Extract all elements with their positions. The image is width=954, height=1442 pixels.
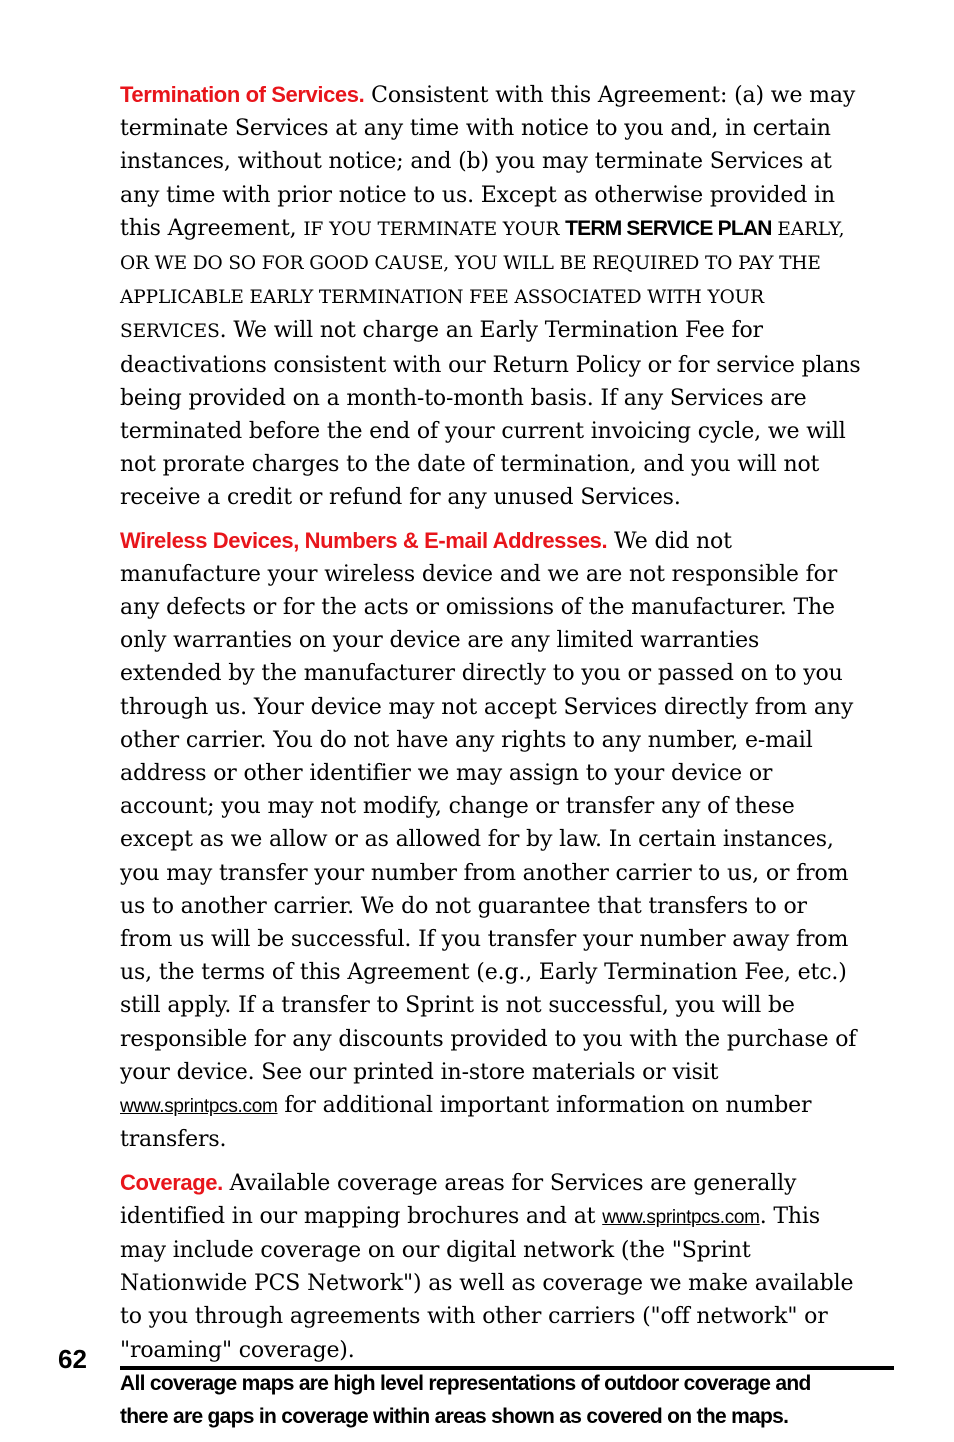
coverage-paragraph — [120, 1166, 862, 1433]
wireless-link[interactable]: www.sprintpcs.com — [120, 1096, 278, 1118]
termination-caps-1: IF YOU TERMINATE YOUR — [303, 218, 566, 240]
coverage-bold-note: All coverage maps are high level representations of outdoor coverage and there are gaps in coverage within areas shown as covered on the maps. — [120, 1371, 811, 1428]
termination-paragraph — [120, 78, 862, 515]
document-body — [120, 78, 862, 1442]
footer-rule — [120, 1366, 894, 1370]
termination-text-1: Consistent with this Agreement: (a) we may terminate Services at any time with notice to you and, in certain instances, without notice; and (b) you may terminate Services at any time with prior notice to us. Except as otherwise provided in this Agreement, — [120, 83, 856, 241]
wireless-paragraph — [120, 524, 862, 1157]
wireless-text-1: We did not manufacture your wireless device and we are not responsible for any defects or for the acts or omissions of the manufacturer. The only warranties on your device are any limited warranties extended by the manufacturer directly to you or passed on to you through us. Your device may not accept Services directly from any other carrier. You do not have any rights to any number, e-mail address or other identifier we may assign to your device or account; you may not modify, change or transfer any of these except as we allow or as allowed for by law. In certain instances, you may transfer your number from another carrier to us, or from us to another carrier. We do not guarantee that transfers to or from us will be successful. If you transfer your number away from us, the terms of this Agreement (e.g., Early Termination Fee, etc.) still apply. If a transfer to Sprint is not successful, you will be responsible for any discounts provided to you with the purchase of your device. See our printed in-store materials or visit — [120, 528, 857, 1085]
wireless-text-2: for additional important information on number transfers. — [120, 1093, 812, 1153]
termination-heading: Termination of Services. — [120, 82, 365, 107]
coverage-heading: Coverage. — [120, 1169, 223, 1195]
termination-text-2: . We will not charge an Early Termination Fee for deactivations consistent with our Return Policy or for service plans being provided on a month-to-month basis. If any Services are terminated before the end of your current invoicing cycle, we will not prorate charges to the date of termination, and you will not receive a credit or refund for any unused Services. — [120, 318, 861, 511]
coverage-link[interactable]: www.sprintpcs.com — [602, 1206, 760, 1228]
coverage-text-1: Available coverage areas for Services are generally identified in our mapping brochures and at — [120, 1170, 797, 1229]
term-service-plan: TERM SERVICE PLAN — [565, 216, 772, 240]
wireless-heading: Wireless Devices, Numbers & E-mail Addresses. — [120, 527, 608, 553]
termination-caps-2: EARLY, OR WE DO SO FOR GOOD CAUSE, YOU WILL BE REQUIRED TO PAY THE APPLICABLE EARLY TERMINATION FEE ASSOCIATED WITH YOUR SERVICES — [120, 218, 845, 343]
page-number: 62 — [58, 1344, 87, 1374]
coverage-text-2: . This may include coverage on our digital network (the "Sprint Nationwide PCS Network") as well as coverage we make available to you through agreements with other carriers ("off network" or "roaming" coverage). — [120, 1203, 854, 1363]
